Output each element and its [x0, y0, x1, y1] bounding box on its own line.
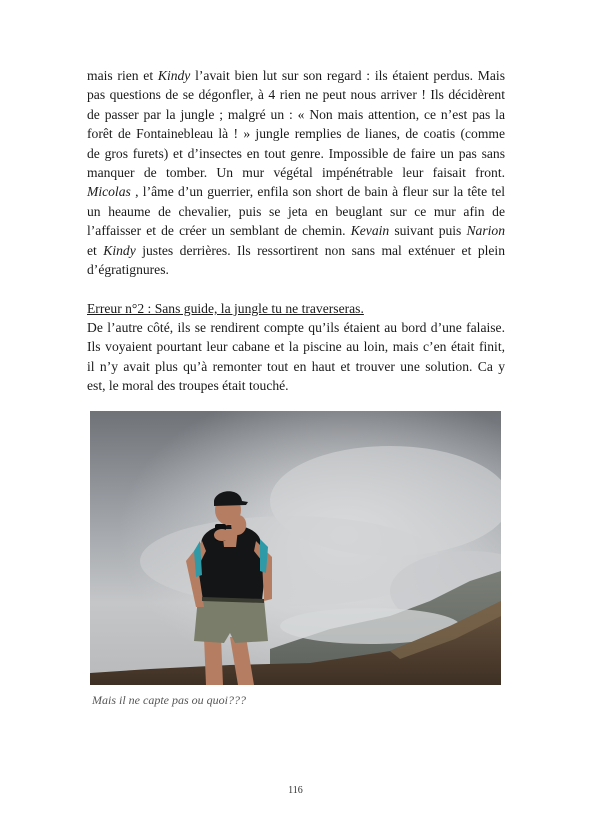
text-line — [87, 241, 505, 260]
paragraph-1 — [87, 66, 505, 279]
character-name: Kindy — [103, 242, 136, 258]
character-name: Kevain — [350, 223, 390, 239]
section-heading: Erreur n°2 : Sans guide, la jungle tu ne traverseras. — [87, 301, 364, 316]
paragraph-2 — [87, 318, 505, 396]
text-run: De l’autre côté, ils se rendirent compte qu’ils étaient au bord d’une falaise. — [87, 320, 505, 335]
text-run: manquer de tomber. Un mur végétal impénétrable leur faisait front. — [87, 164, 505, 180]
text-line — [87, 144, 505, 163]
text-line — [87, 318, 505, 337]
text-line — [87, 163, 505, 182]
text-run: d’égratignures. — [87, 261, 169, 277]
photo-illustration — [90, 411, 501, 685]
text-line — [87, 85, 505, 104]
text-run: Ils voyaient pourtant leur cabane et la piscine au loin, mais c’en était finit, — [87, 339, 505, 355]
text-line — [87, 124, 505, 143]
text-run: est, le moral des troupes était touché. — [87, 378, 289, 394]
text-line — [87, 202, 505, 221]
character-name: Kindy — [157, 68, 191, 83]
text-line — [87, 376, 505, 395]
text-line — [87, 105, 505, 124]
text-run: de passer par la jungle ; malgré un : « Non mais attention, ce n’est pas la — [87, 106, 505, 122]
text-line — [87, 66, 505, 85]
text-run: de gros furets) et d’insectes en tout genre. Impossible de faire un pas sans — [87, 145, 505, 161]
text-run: l’avait bien lut sur son regard : ils étaient perdus. Mais — [190, 68, 505, 83]
character-name: Narion — [466, 223, 505, 239]
text-run: et — [87, 242, 104, 258]
character-name: Micolas — [87, 184, 131, 200]
text-run: pas questions de se dégonfler, à 4 rien ne peut nous arriver ! Ils décidèrent — [87, 87, 505, 103]
text-run: il n’y avait plus qu’à remonter tout en haut et trouver une solution. Ca y — [87, 358, 505, 374]
text-line — [87, 357, 505, 376]
text-run: justes derrières. Ils ressortirent non sans mal exténuer et plein — [135, 242, 505, 258]
text-run: un heaume de chevalier, puis se jeta en beuglant sur ce mur afin de — [87, 203, 505, 219]
text-line — [87, 221, 505, 240]
text-line — [87, 260, 505, 279]
page-number: 116 — [288, 785, 303, 796]
text-run: mais rien et — [87, 68, 158, 83]
text-run: l’affaisser et de créer un semblant de chemin. — [87, 223, 351, 239]
text-run: , l’âme d’un guerrier, enfila son short de bain à fleur sur la tête tel — [130, 184, 505, 200]
photo-caption: Mais il ne capte pas ou quoi??? — [92, 693, 246, 707]
text-run: suivant puis — [389, 223, 467, 239]
text-line — [87, 337, 505, 356]
photo — [90, 411, 501, 685]
text-run: forêt de Fontainebleau là ! » jungle remplies de lianes, de coatis (comme — [87, 126, 505, 142]
text-line — [87, 182, 505, 201]
